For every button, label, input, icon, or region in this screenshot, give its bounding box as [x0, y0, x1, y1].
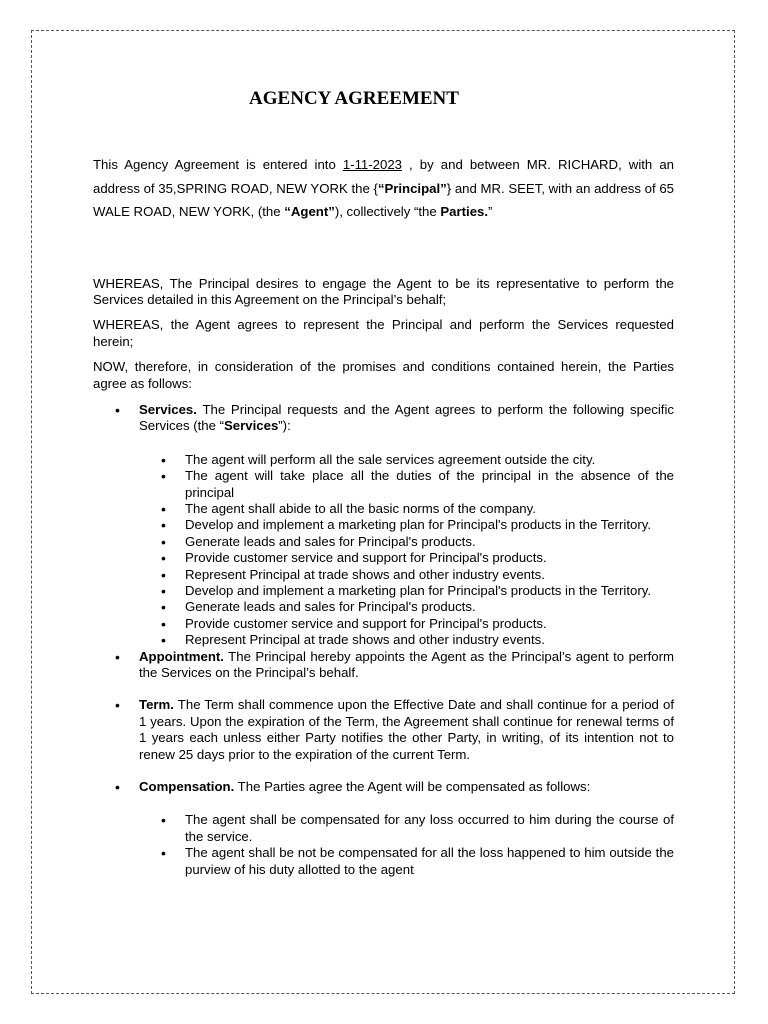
list-item: • Provide customer service and support for Principal's products.	[185, 550, 674, 566]
list-item: • The agent shall abide to all the basic norms of the company.	[185, 501, 674, 517]
list-item: • The agent shall be compensated for any loss occurred to him during the course of the service.	[185, 812, 674, 845]
list-item: • Develop and implement a marketing plan for Principal's products in the Territory.	[185, 583, 674, 599]
document-title: AGENCY AGREEMENT	[249, 88, 459, 109]
list-item: • Represent Principal at trade shows and other industry events.	[185, 567, 674, 583]
whereas-paragraph-1: WHEREAS, The Principal desires to engage the Agent to be its representative to perform the Services detailed in this Agreement on the Principal’s behalf;	[93, 275, 674, 307]
services-term: Services	[224, 418, 279, 434]
list-item: • The agent will take place all the duties of the principal in the absence of the principal	[185, 468, 674, 501]
clauses-list	[93, 402, 674, 878]
intro-text-3: } and MR. SEET, with an address of 65 WALE ROAD, NEW YORK, (the	[93, 180, 674, 219]
list-item: • The agent shall be not be compensated for all the loss happened to him outside the purview of his duty allotted to the agent	[185, 845, 674, 878]
intro-text-1: This Agency Agreement is entered into	[93, 157, 343, 172]
intro-text-4: ), collectively “the	[334, 204, 441, 219]
document-body	[93, 153, 674, 878]
list-item: • Develop and implement a marketing plan for Principal's products in the Territory.	[185, 517, 674, 533]
compensation-heading: Compensation.	[139, 779, 235, 795]
parties-term: Parties.	[440, 204, 489, 219]
whereas-paragraph-2: WHEREAS, the Agent agrees to represent the Principal and perform the Services requested herein;	[93, 317, 674, 349]
clause-term	[139, 697, 674, 763]
list-item: • Represent Principal at trade shows and other industry events.	[185, 632, 674, 648]
list-item: • Generate leads and sales for Principal's products.	[185, 534, 674, 550]
intro-text-5: ”	[488, 204, 493, 219]
term-heading: Term.	[139, 697, 174, 713]
services-text-2: ”):	[278, 418, 291, 434]
clause-appointment	[139, 649, 674, 682]
clause-services	[139, 402, 674, 649]
appointment-text: The Principal hereby appoints the Agent as the Principal’s agent to perform the Services on the Principal’s behalf.	[139, 648, 674, 681]
agreement-date: 1-11-2023	[342, 157, 402, 172]
list-item: • Provide customer service and support for Principal's products.	[185, 616, 674, 632]
intro-text-2: , by and between MR. RICHARD, with an address of 35,SPRING ROAD, NEW YORK the {	[93, 157, 674, 196]
clause-compensation	[139, 779, 674, 878]
services-text-1: The Principal requests and the Agent agrees to perform the following specific Services (the “	[139, 401, 674, 434]
compensation-text: The Parties agree the Agent will be compensated as follows:	[234, 779, 591, 795]
services-list	[139, 452, 674, 649]
list-item: • The agent will perform all the sale services agreement outside the city.	[185, 452, 674, 468]
agent-term: “Agent”	[284, 204, 335, 219]
now-therefore-paragraph: NOW, therefore, in consideration of the promises and conditions contained herein, the Parties agree as follows:	[93, 359, 674, 391]
services-heading: Services.	[139, 401, 197, 417]
term-text: The Term shall commence upon the Effective Date and shall continue for a period of 1 years. Upon the expiration of the Term, the Agreement shall continue for renewal terms of 1 years each unless either Party notifies the other Party, in writing, of its intention not to renew 25 days prior to the expiration of the current Term.	[139, 697, 674, 762]
principal-term: “Principal”	[377, 180, 447, 196]
list-item: • Generate leads and sales for Principal's products.	[185, 599, 674, 615]
intro-paragraph	[93, 153, 674, 224]
appointment-heading: Appointment.	[139, 648, 224, 664]
compensation-list	[139, 812, 674, 878]
